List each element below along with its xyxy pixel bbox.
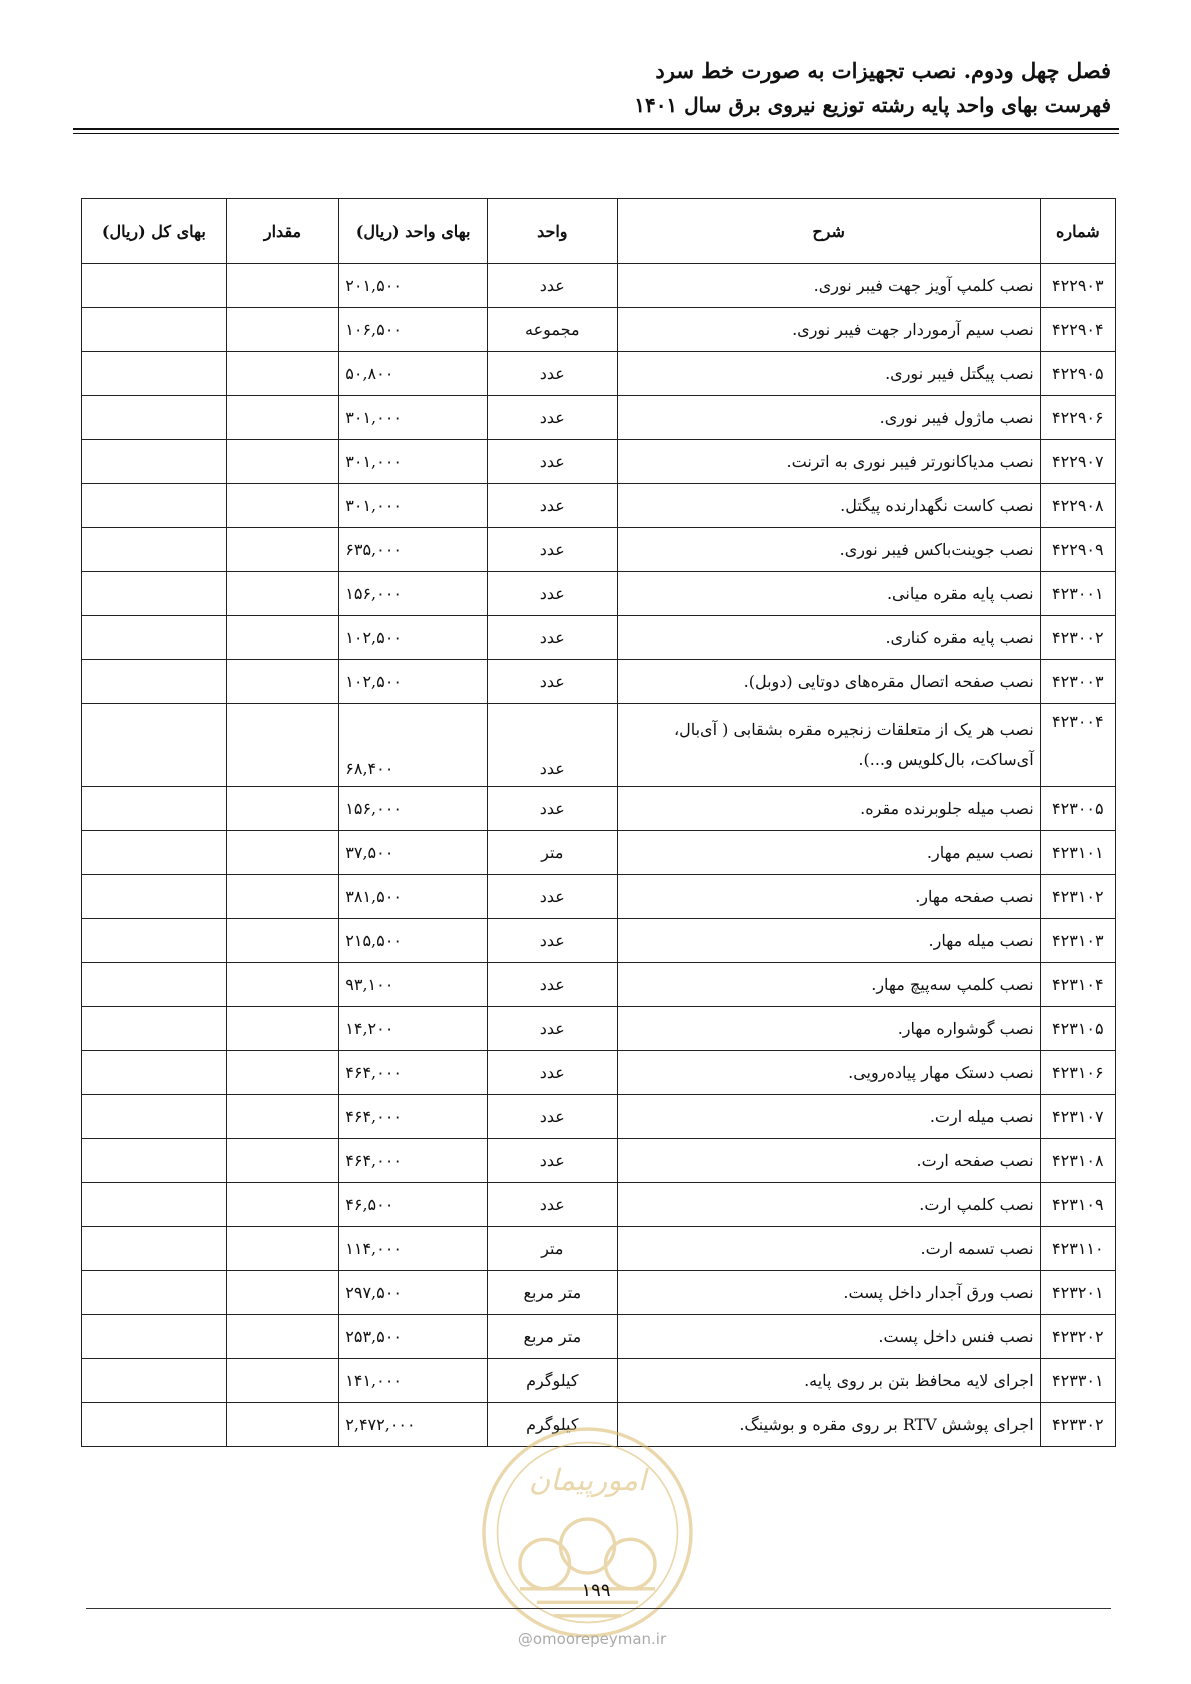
row-unit-cell: عدد	[487, 1051, 617, 1095]
watermark-text: @omoorepeyman.ir	[517, 1630, 667, 1648]
table-row	[82, 616, 1116, 660]
row-total-price-cell	[82, 572, 227, 616]
chapter-title: فصل چهل ودوم. نصب تجهیزات به صورت خط سرد	[655, 58, 1111, 83]
row-number-cell: ۴۲۲۹۰۴	[1040, 308, 1115, 352]
row-quantity-cell	[226, 396, 339, 440]
row-quantity-cell	[226, 1359, 339, 1403]
row-quantity-cell	[226, 308, 339, 352]
row-total-price-cell	[82, 1183, 227, 1227]
row-unit-cell: عدد	[487, 396, 617, 440]
table-row	[82, 352, 1116, 396]
table-row	[82, 1095, 1116, 1139]
row-quantity-cell	[226, 1095, 339, 1139]
row-unit-price-cell: ۲۵۳,۵۰۰	[339, 1315, 488, 1359]
row-unit-cell: عدد	[487, 1139, 617, 1183]
row-unit-cell: عدد	[487, 1007, 617, 1051]
row-total-price-cell	[82, 396, 227, 440]
row-total-price-cell	[82, 831, 227, 875]
page-header	[71, 54, 1111, 122]
row-description-cell: نصب کاست نگهدارنده پیگتل.	[617, 484, 1040, 528]
row-quantity-cell	[226, 919, 339, 963]
row-total-price-cell	[82, 1051, 227, 1095]
row-description-cell: اجرای لایه محافظ بتن بر روی پایه.	[617, 1359, 1040, 1403]
row-quantity-cell	[226, 704, 339, 787]
row-total-price-cell	[82, 919, 227, 963]
row-unit-cell: عدد	[487, 660, 617, 704]
row-quantity-cell	[226, 1051, 339, 1095]
row-unit-cell: عدد	[487, 963, 617, 1007]
row-description-cell: نصب صفحه اتصال مقره‌های دوتایی (دوبل).	[617, 660, 1040, 704]
row-description-cell: نصب مدیاکانورتر فیبر نوری به اترنت.	[617, 440, 1040, 484]
row-unit-price-cell: ۱۵۶,۰۰۰	[339, 787, 488, 831]
row-number-cell: ۴۲۲۹۰۳	[1040, 264, 1115, 308]
row-unit-cell: کیلوگرم	[487, 1403, 617, 1447]
row-unit-price-cell: ۱۰۲,۵۰۰	[339, 616, 488, 660]
row-total-price-cell	[82, 1095, 227, 1139]
row-quantity-cell	[226, 787, 339, 831]
row-quantity-cell	[226, 875, 339, 919]
row-description-cell: نصب فنس داخل پست.	[617, 1315, 1040, 1359]
row-total-price-cell	[82, 440, 227, 484]
row-unit-cell: کیلوگرم	[487, 1359, 617, 1403]
row-unit-cell: عدد	[487, 572, 617, 616]
column-header-quantity: مقدار	[226, 199, 339, 264]
seal-stamp	[475, 1420, 700, 1645]
row-unit-cell: عدد	[487, 528, 617, 572]
row-number-cell: ۴۲۳۱۰۸	[1040, 1139, 1115, 1183]
row-description-cell: نصب میله جلوبرنده مقره.	[617, 787, 1040, 831]
row-unit-price-cell: ۴۶۴,۰۰۰	[339, 1051, 488, 1095]
table-row	[82, 831, 1116, 875]
row-unit-cell: عدد	[487, 264, 617, 308]
row-number-cell: ۴۲۳۰۰۲	[1040, 616, 1115, 660]
row-unit-cell: عدد	[487, 787, 617, 831]
row-unit-cell: عدد	[487, 1095, 617, 1139]
row-description-cell: نصب میله ارت.	[617, 1095, 1040, 1139]
svg-text:امورپیمان: امورپیمان	[528, 1462, 647, 1497]
row-unit-cell: متر مربع	[487, 1271, 617, 1315]
row-unit-cell: مجموعه	[487, 308, 617, 352]
row-unit-price-cell: ۱۴,۲۰۰	[339, 1007, 488, 1051]
price-table	[81, 198, 1116, 1447]
row-total-price-cell	[82, 1227, 227, 1271]
row-quantity-cell	[226, 1183, 339, 1227]
row-quantity-cell	[226, 660, 339, 704]
table-body	[82, 264, 1116, 1447]
row-unit-price-cell: ۲۱۵,۵۰۰	[339, 919, 488, 963]
row-description-cell: نصب میله مهار.	[617, 919, 1040, 963]
table-row	[82, 704, 1116, 787]
table-row	[82, 787, 1116, 831]
row-description-cell: نصب صفحه ارت.	[617, 1139, 1040, 1183]
row-description-cell: نصب کلمپ سه‌پیچ مهار.	[617, 963, 1040, 1007]
row-number-cell: ۴۲۳۱۰۲	[1040, 875, 1115, 919]
row-number-cell: ۴۲۳۳۰۲	[1040, 1403, 1115, 1447]
row-quantity-cell	[226, 352, 339, 396]
table-row	[82, 1227, 1116, 1271]
row-total-price-cell	[82, 616, 227, 660]
page-number: ۱۹۹	[581, 1580, 611, 1601]
table-row	[82, 919, 1116, 963]
row-number-cell: ۴۲۲۹۰۷	[1040, 440, 1115, 484]
row-unit-cell: متر مربع	[487, 1315, 617, 1359]
row-unit-price-cell: ۳۰۱,۰۰۰	[339, 396, 488, 440]
row-quantity-cell	[226, 440, 339, 484]
row-total-price-cell	[82, 308, 227, 352]
row-quantity-cell	[226, 484, 339, 528]
row-unit-cell: عدد	[487, 919, 617, 963]
row-number-cell: ۴۲۳۱۰۱	[1040, 831, 1115, 875]
footer-rule	[86, 1608, 1111, 1609]
table-row	[82, 396, 1116, 440]
row-unit-cell: عدد	[487, 352, 617, 396]
row-description-cell: نصب صفحه مهار.	[617, 875, 1040, 919]
row-description-cell: نصب کلمپ ارت.	[617, 1183, 1040, 1227]
row-description-cell: اجرای پوشش RTV بر روی مقره و بوشینگ.	[617, 1403, 1040, 1447]
row-unit-price-cell: ۲۹۷,۵۰۰	[339, 1271, 488, 1315]
row-number-cell: ۴۲۳۱۰۶	[1040, 1051, 1115, 1095]
row-number-cell: ۴۲۲۹۰۶	[1040, 396, 1115, 440]
table-row	[82, 528, 1116, 572]
row-number-cell: ۴۲۲۹۰۹	[1040, 528, 1115, 572]
table-row	[82, 484, 1116, 528]
row-total-price-cell	[82, 1007, 227, 1051]
row-unit-price-cell: ۳۰۱,۰۰۰	[339, 440, 488, 484]
row-unit-cell: عدد	[487, 875, 617, 919]
row-number-cell: ۴۲۳۱۰۹	[1040, 1183, 1115, 1227]
row-number-cell: ۴۲۳۱۰۷	[1040, 1095, 1115, 1139]
row-quantity-cell	[226, 831, 339, 875]
row-unit-price-cell: ۱۱۴,۰۰۰	[339, 1227, 488, 1271]
row-description-cell: نصب پایه مقره میانی.	[617, 572, 1040, 616]
row-quantity-cell	[226, 264, 339, 308]
table-row	[82, 1051, 1116, 1095]
row-unit-price-cell: ۲,۴۷۲,۰۰۰	[339, 1403, 488, 1447]
row-unit-price-cell: ۱۰۲,۵۰۰	[339, 660, 488, 704]
row-total-price-cell	[82, 1403, 227, 1447]
row-number-cell: ۴۲۳۱۱۰	[1040, 1227, 1115, 1271]
column-header-number: شماره	[1040, 199, 1115, 264]
row-number-cell: ۴۲۳۰۰۴	[1040, 704, 1115, 787]
row-unit-price-cell: ۲۰۱,۵۰۰	[339, 264, 488, 308]
row-description-cell: نصب جوینت‌باکس فیبر نوری.	[617, 528, 1040, 572]
row-number-cell: ۴۲۳۰۰۵	[1040, 787, 1115, 831]
column-header-unit: واحد	[487, 199, 617, 264]
row-total-price-cell	[82, 528, 227, 572]
table-row	[82, 1271, 1116, 1315]
row-unit-price-cell: ۳۷,۵۰۰	[339, 831, 488, 875]
row-unit-price-cell: ۴۶۴,۰۰۰	[339, 1139, 488, 1183]
row-quantity-cell	[226, 528, 339, 572]
table-row	[82, 875, 1116, 919]
row-number-cell: ۴۲۳۱۰۳	[1040, 919, 1115, 963]
row-number-cell: ۴۲۳۳۰۱	[1040, 1359, 1115, 1403]
row-total-price-cell	[82, 352, 227, 396]
table-row	[82, 1315, 1116, 1359]
table-row	[82, 264, 1116, 308]
row-unit-price-cell: ۵۰,۸۰۰	[339, 352, 488, 396]
row-quantity-cell	[226, 963, 339, 1007]
row-quantity-cell	[226, 616, 339, 660]
row-quantity-cell	[226, 1315, 339, 1359]
row-quantity-cell	[226, 572, 339, 616]
row-unit-price-cell: ۱۰۶,۵۰۰	[339, 308, 488, 352]
table-row	[82, 660, 1116, 704]
row-quantity-cell	[226, 1271, 339, 1315]
row-unit-price-cell: ۶۸,۴۰۰	[339, 704, 488, 787]
row-quantity-cell	[226, 1139, 339, 1183]
header-rule-thin	[73, 133, 1119, 134]
row-description-cell: نصب سیم آرموردار جهت فیبر نوری.	[617, 308, 1040, 352]
row-number-cell: ۴۲۳۲۰۲	[1040, 1315, 1115, 1359]
row-total-price-cell	[82, 787, 227, 831]
row-description-cell: نصب پیگتل فیبر نوری.	[617, 352, 1040, 396]
row-total-price-cell	[82, 1315, 227, 1359]
row-total-price-cell	[82, 1139, 227, 1183]
price-list-title: فهرست بهای واحد پایه رشته توزیع نیروی برق سال ۱۴۰۱	[634, 93, 1111, 117]
row-total-price-cell	[82, 264, 227, 308]
table-row	[82, 1007, 1116, 1051]
row-total-price-cell	[82, 484, 227, 528]
row-unit-price-cell: ۴۶۴,۰۰۰	[339, 1095, 488, 1139]
row-description-cell: نصب هر یک از متعلقات زنجیره مقره بشقابی ( آی‌بال، آی‌ساکت، بال‌کلویس و...).	[617, 704, 1040, 787]
table-header-row	[82, 199, 1116, 264]
row-description-cell: نصب ورق آجدار داخل پست.	[617, 1271, 1040, 1315]
table-row	[82, 572, 1116, 616]
table-row	[82, 1139, 1116, 1183]
row-unit-cell: عدد	[487, 1183, 617, 1227]
row-unit-cell: عدد	[487, 704, 617, 787]
row-unit-cell: عدد	[487, 440, 617, 484]
table-row	[82, 963, 1116, 1007]
row-total-price-cell	[82, 963, 227, 1007]
row-description-cell: نصب کلمپ آویز جهت فیبر نوری.	[617, 264, 1040, 308]
row-quantity-cell	[226, 1403, 339, 1447]
row-unit-price-cell: ۴۶,۵۰۰	[339, 1183, 488, 1227]
table-row	[82, 440, 1116, 484]
table-row	[82, 1359, 1116, 1403]
row-total-price-cell	[82, 660, 227, 704]
column-header-description: شرح	[617, 199, 1040, 264]
row-unit-price-cell: ۳۰۱,۰۰۰	[339, 484, 488, 528]
row-quantity-cell	[226, 1007, 339, 1051]
row-unit-cell: عدد	[487, 484, 617, 528]
row-description-cell: نصب ماژول فیبر نوری.	[617, 396, 1040, 440]
row-description-cell: نصب تسمه ارت.	[617, 1227, 1040, 1271]
row-unit-price-cell: ۱۵۶,۰۰۰	[339, 572, 488, 616]
row-unit-cell: متر	[487, 1227, 617, 1271]
row-total-price-cell	[82, 1271, 227, 1315]
row-number-cell: ۴۲۳۱۰۵	[1040, 1007, 1115, 1051]
column-header-total-price: بهای کل (ریال)	[82, 199, 227, 264]
row-unit-cell: عدد	[487, 616, 617, 660]
row-unit-price-cell: ۱۴۱,۰۰۰	[339, 1359, 488, 1403]
table-row	[82, 308, 1116, 352]
row-number-cell: ۴۲۳۱۰۴	[1040, 963, 1115, 1007]
row-unit-price-cell: ۳۸۱,۵۰۰	[339, 875, 488, 919]
row-total-price-cell	[82, 875, 227, 919]
row-description-cell: نصب سیم مهار.	[617, 831, 1040, 875]
row-unit-price-cell: ۹۳,۱۰۰	[339, 963, 488, 1007]
row-description-cell: نصب گوشواره مهار.	[617, 1007, 1040, 1051]
column-header-unit-price: بهای واحد (ریال)	[339, 199, 488, 264]
row-number-cell: ۴۲۳۰۰۱	[1040, 572, 1115, 616]
row-quantity-cell	[226, 1227, 339, 1271]
row-description-cell: نصب دستک مهار پیاده‌رویی.	[617, 1051, 1040, 1095]
row-number-cell: ۴۲۲۹۰۸	[1040, 484, 1115, 528]
row-number-cell: ۴۲۲۹۰۵	[1040, 352, 1115, 396]
table-row	[82, 1183, 1116, 1227]
row-unit-cell: متر	[487, 831, 617, 875]
row-total-price-cell	[82, 1359, 227, 1403]
row-number-cell: ۴۲۳۰۰۳	[1040, 660, 1115, 704]
row-number-cell: ۴۲۳۲۰۱	[1040, 1271, 1115, 1315]
header-rule-thick	[73, 128, 1119, 130]
row-total-price-cell	[82, 704, 227, 787]
row-description-cell: نصب پایه مقره کناری.	[617, 616, 1040, 660]
row-unit-price-cell: ۶۳۵,۰۰۰	[339, 528, 488, 572]
